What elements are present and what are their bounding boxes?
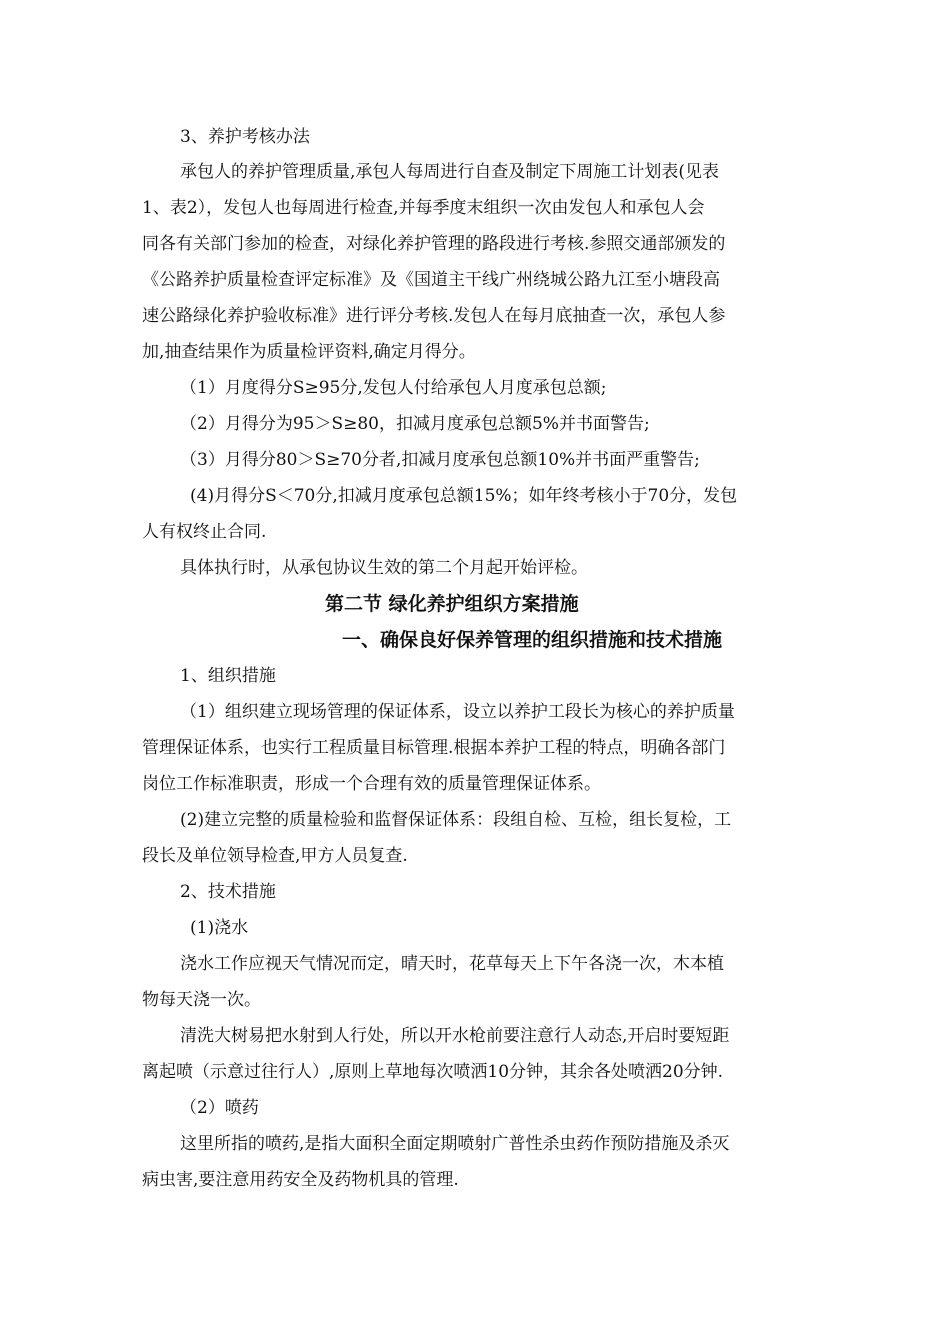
paragraph-line: 承包人的养护管理质量,承包人每周进行自查及制定下周施工计划表(见表 <box>180 162 720 182</box>
paragraph-line: 病虫害,要注意用药安全及药物机具的管理. <box>142 1170 459 1190</box>
list-item: （3）月得分80＞S≥70分者,扣减月度承包总额10%并书面严重警告; <box>180 450 700 470</box>
paragraph-line: （1）组织建立现场管理的保证体系，设立以养护工段长为核心的养护质量 <box>180 702 735 722</box>
list-item: （1）月度得分S≥95分,发包人付给承包人月度承包总额; <box>180 378 607 398</box>
paragraph-line: 这里所指的喷药,是指大面积全面定期喷射广普性杀虫药作预防措施及杀灭 <box>180 1134 730 1154</box>
paragraph-line: (2)建立完整的质量检验和监督保证体系：段组自检、互检，组长复检，工 <box>180 810 732 830</box>
paragraph-line: 1、表2），发包人也每周进行检查,并每季度末组织一次由发包人和承包人会 <box>142 198 705 218</box>
paragraph-line: 具体执行时，从承包协议生效的第二个月起开始评检。 <box>180 558 588 578</box>
list-item-continued: 人有权终止合同. <box>142 522 267 542</box>
paragraph-line: 浇水工作应视天气情况而定，晴天时，花草每天上下午各浇一次，木本植 <box>180 954 724 974</box>
paragraph-line: 加,抽查结果作为质量检评资料,确定月得分。 <box>142 342 476 362</box>
list-item: （2）月得分为95＞S≥80，扣减月度承包总额5%并书面警告; <box>180 414 650 434</box>
subsection-heading: 一、确保良好保养管理的组织措施和技术措施 <box>342 629 723 651</box>
paragraph-line: 岗位工作标准职责，形成一个合理有效的质量管理保证体系。 <box>142 774 601 794</box>
paragraph-line: 《公路养护质量检查评定标准》及《国道主干线广州绕城公路九江至小塘段高 <box>142 270 720 290</box>
item-title: (1)浇水 <box>190 918 249 938</box>
subsection-title: 2、技术措施 <box>180 882 276 902</box>
paragraph-line: 同各有关部门参加的检查，对绿化养护管理的路段进行考核.参照交通部颁发的 <box>142 234 726 254</box>
section-title: 3、养护考核办法 <box>180 127 310 147</box>
item-title: （2）喷药 <box>180 1098 259 1118</box>
subsection-title: 1、组织措施 <box>180 666 276 686</box>
paragraph-line: 物每天浇一次。 <box>142 990 261 1010</box>
list-item: (4)月得分S＜70分,扣减月度承包总额15%；如年终考核小于70分，发包 <box>190 486 738 506</box>
paragraph-line: 管理保证体系，也实行工程质量目标管理.根据本养护工程的特点，明确各部门 <box>142 738 726 758</box>
paragraph-line: 清洗大树易把水射到人行处，所以开水枪前要注意行人动态,开启时要短距 <box>180 1026 730 1046</box>
paragraph-line: 速公路绿化养护验收标准》进行评分考核.发包人在每月底抽查一次，承包人参 <box>142 306 726 326</box>
paragraph-line: 段长及单位领导检查,甲方人员复查. <box>142 846 408 866</box>
paragraph-line: 离起喷（示意过往行人）,原则上草地每次喷洒10分钟，其余各处喷洒20分钟. <box>142 1062 724 1082</box>
section-heading: 第二节 绿化养护组织方案措施 <box>325 593 579 615</box>
